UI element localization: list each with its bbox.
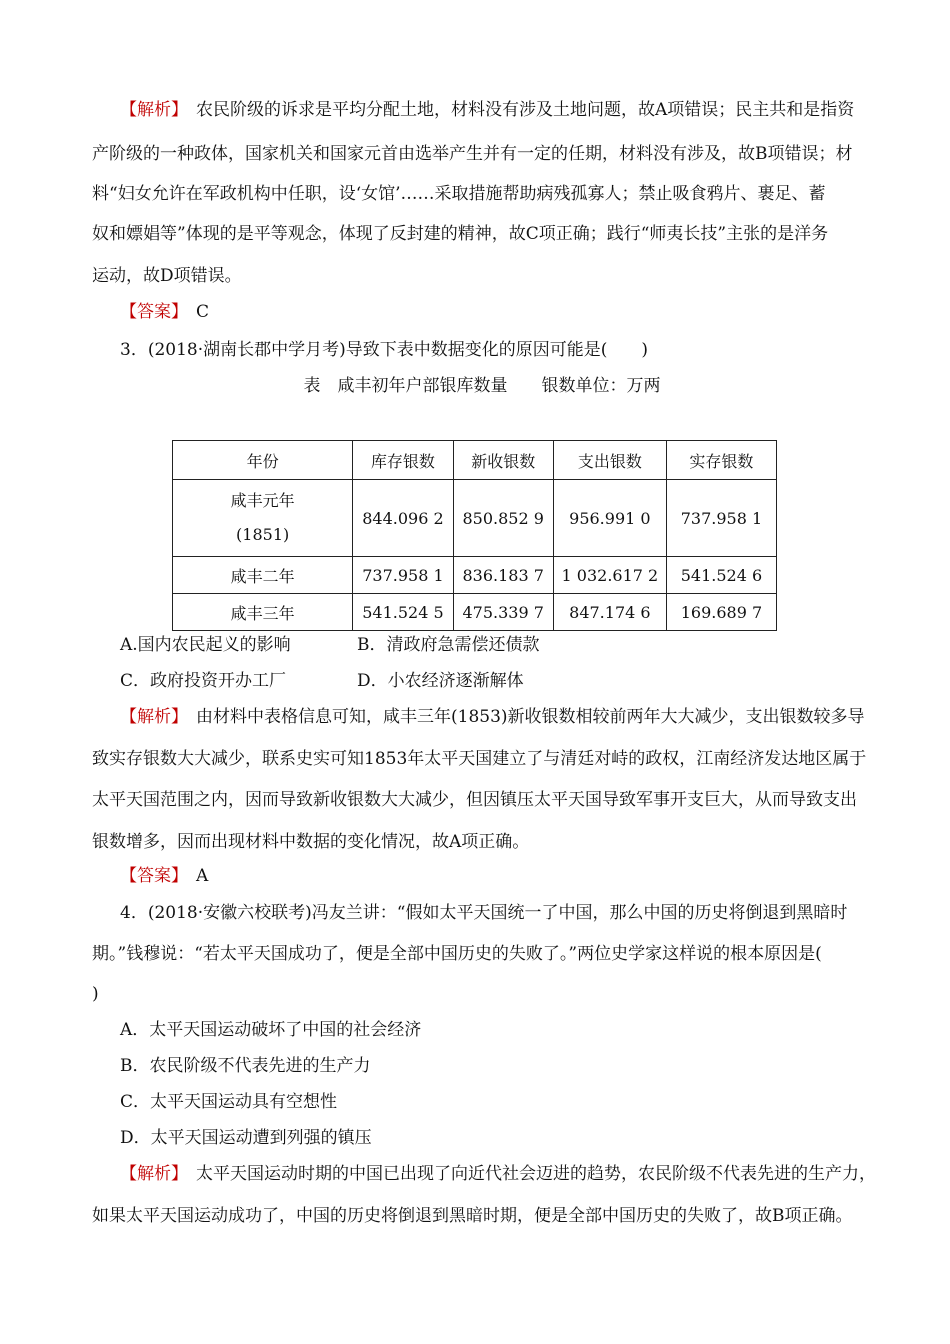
text-line: 由材料中表格信息可知，咸丰三年(1853)新收银数相较前两年大大减少，支出银数较多导	[196, 707, 865, 727]
option-c: C．政府投资开办工厂	[120, 671, 287, 691]
table-cell: 956.991 0	[553, 480, 666, 557]
table-cell: 541.524 6	[666, 557, 776, 594]
year-label: 咸丰元年	[230, 491, 295, 510]
answer-tag: 【答案】	[120, 302, 188, 322]
text-line: 如果太平天国运动成功了，中国的历史将倒退到黑暗时期，便是全部中国历史的失败了，故B项正确。	[92, 1206, 853, 1226]
table-cell: 850.852 9	[453, 480, 553, 557]
table-row	[173, 480, 777, 557]
table-cell-year: 咸丰三年	[173, 594, 353, 631]
table-row	[173, 594, 777, 631]
analysis-paragraph	[120, 1164, 900, 1184]
text-line: 银数增多，因而出现材料中数据的变化情况，故A项正确。	[92, 832, 530, 852]
table-header-cell: 支出银数	[553, 441, 666, 480]
table-cell-year	[173, 480, 353, 557]
year-number: (1851)	[236, 525, 290, 544]
answer-tag: 【答案】	[120, 866, 188, 886]
answer-line	[120, 302, 900, 322]
text-line: 运动，故D项错误。	[92, 266, 242, 286]
table-cell: 844.096 2	[353, 480, 453, 557]
table-caption: 表 咸丰初年户部银库数量 银数单位：万两	[303, 376, 661, 396]
text-line: 奴和嫖娼等”体现的是平等观念，体现了反封建的精神，故C项正确；践行“师夷长技”主张的是洋务	[92, 224, 829, 244]
table-cell: 737.958 1	[666, 480, 776, 557]
table-cell-year: 咸丰二年	[173, 557, 353, 594]
data-table	[172, 440, 777, 631]
table-row	[173, 557, 777, 594]
analysis-tag: 【解析】	[120, 707, 188, 727]
text-line: 致实存银数大大减少，联系史实可知1853年太平天国建立了与清廷对峙的政权，江南经济发达地区属于	[92, 749, 867, 769]
text-line: )	[92, 984, 99, 1004]
table-cell: 737.958 1	[353, 557, 453, 594]
text-line: 农民阶级的诉求是平均分配土地，材料没有涉及土地问题，故A项错误；民主共和是指资	[196, 100, 855, 120]
analysis-paragraph	[120, 707, 900, 727]
table-header-cell: 库存银数	[353, 441, 453, 480]
option-b: B．农民阶级不代表先进的生产力	[120, 1056, 371, 1076]
option-b: B．清政府急需偿还债款	[357, 635, 540, 655]
table-header-cell: 年份	[173, 441, 353, 480]
table-cell: 1 032.617 2	[553, 557, 666, 594]
table-cell: 541.524 5	[353, 594, 453, 631]
text-line: 产阶级的一种政体，国家机关和国家元首由选举产生并有一定的任期，材料没有涉及，故B项错误；材	[92, 144, 853, 164]
analysis-tag: 【解析】	[120, 100, 188, 120]
answer-value: A	[196, 866, 209, 886]
analysis-tag: 【解析】	[120, 1164, 188, 1184]
table-cell: 847.174 6	[553, 594, 666, 631]
answer-value: C	[196, 302, 210, 322]
question-stem: 4．(2018·安徽六校联考)冯友兰讲：“假如太平天国统一了中国，那么中国的历史将倒退到黑暗时	[120, 903, 848, 923]
option-a: A．太平天国运动破坏了中国的社会经济	[120, 1020, 422, 1040]
table-header-cell: 实存银数	[666, 441, 776, 480]
text-line: 料“妇女允许在军政机构中任职，设‘女馆’……采取措施帮助病残孤寡人；禁止吸食鸦片、裹足、蓄	[92, 184, 826, 204]
analysis-paragraph	[120, 100, 900, 120]
question-stem: 3．(2018·湖南长郡中学月考)导致下表中数据变化的原因可能是( )	[120, 340, 649, 360]
table-cell: 475.339 7	[453, 594, 553, 631]
text-line: 期。”钱穆说：“若太平天国成功了，便是全部中国历史的失败了。”两位史学家这样说的根本原因是(	[92, 944, 822, 964]
table-cell: 836.183 7	[453, 557, 553, 594]
table-cell: 169.689 7	[666, 594, 776, 631]
answer-line	[120, 866, 900, 886]
option-d: D．小农经济逐渐解体	[357, 671, 524, 691]
table-header-cell: 新收银数	[453, 441, 553, 480]
text-line: 太平天国运动时期的中国已出现了向近代社会迈进的趋势，农民阶级不代表先进的生产力，	[196, 1164, 876, 1184]
table-header-row	[173, 441, 777, 480]
text-line: 太平天国范围之内，因而导致新收银数大大减少，但因镇压太平天国导致军事开支巨大，从而导致支出	[92, 790, 857, 810]
option-c: C．太平天国运动具有空想性	[120, 1092, 338, 1112]
option-a: A.国内农民起义的影响	[120, 635, 291, 655]
option-d: D．太平天国运动遭到列强的镇压	[120, 1128, 372, 1148]
